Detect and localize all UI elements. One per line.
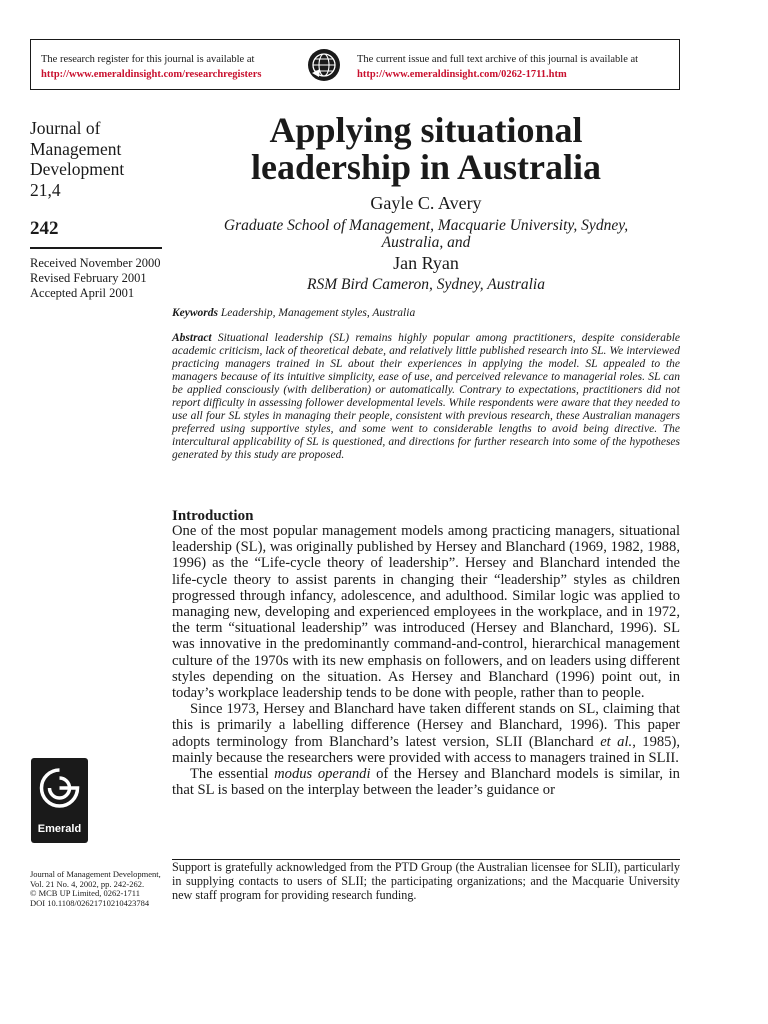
archive-text: The current issue and full text archive of this journal is available at — [357, 54, 639, 65]
page-number: 242 — [30, 218, 59, 239]
citation-doi: DOI 10.1108/02621710210423784 — [30, 897, 150, 908]
emerald-logo-label: Emerald — [37, 823, 82, 835]
register-left-text: The research register for this journal is available at — [41, 54, 255, 65]
keywords-text: Leadership, Management styles, Australia — [220, 307, 416, 319]
globe-icon — [307, 48, 341, 82]
register-box — [30, 39, 680, 90]
affiliation-line: Graduate School of Management, Macquarie University, Sydney, — [223, 217, 629, 234]
author-name: Jan Ryan — [393, 253, 459, 273]
citation-line: Vol. 21 No. 4, 2002, pp. 242-262. — [30, 878, 145, 889]
date-accepted: Accepted April 2001 — [30, 286, 135, 300]
abstract-text: Situational leadership (SL) remains highly popular among practitioners, despite considerable academic criticism, lack of theoretical debate, and relatively little published research into SL. We interviewed practicing managers trained in SL about their experiences in applying the model. SL appealed to the managers because of its intuitive simplicity, ease of use, and perceived relevance to managerial roles. SL can be applied consciously (with deliberation) or automatically. Contrary to expectations, practitioners did not report difficulty in assessing follower developmental levels. While respondents were aware that they needed to use all four SL styles in managing their people, consistent with previous research, these Australian managers preferred using supportive styles, and some went to considerable lengths to avoid being directive. The intercultural applicability of SL is questioned, and directions for further research into some of the hypotheses generated by this study are proposed. — [172, 332, 680, 461]
page-number-rule — [30, 247, 162, 249]
citation-info — [30, 870, 170, 908]
abstract-label: Abstract — [172, 332, 212, 344]
paragraph-text: , 1985), mainly because the researchers were provided with access to managers trained in SLII. — [172, 733, 680, 766]
paragraph-italic: modus operandi — [274, 766, 371, 783]
body-text — [172, 523, 680, 798]
journal-name — [30, 118, 170, 200]
register-right — [357, 52, 677, 82]
date-revised: Revised February 2001 — [30, 271, 147, 285]
title-line: leadership in Australia — [250, 147, 602, 187]
author-affiliation: RSM Bird Cameron, Sydney, Australia — [307, 276, 545, 293]
paragraph-text: of the Hersey and Blanchard models is similar, in that SL is based on the interplay between the leader’s guidance or — [172, 766, 680, 799]
paragraph — [172, 701, 680, 766]
paragraph-italic: et al. — [600, 733, 633, 750]
citation-line: © MCB UP Limited, 0262-1711 — [30, 888, 140, 898]
affiliation-line: Australia, and — [381, 234, 471, 251]
title-line: Applying situational — [269, 110, 583, 150]
footnote: Support is gratefully acknowledged from the PTD Group (the Australian licensee for SLII), particularly in supplying contacts to users of SLII; the participating organizations; and the Macquarie University new staff program for providing research funding. — [172, 860, 680, 902]
emerald-logo-icon — [31, 758, 88, 824]
keywords-label: Keywords — [172, 307, 218, 319]
citation-line: Journal of Management Development, — [30, 869, 161, 879]
register-left — [41, 52, 301, 82]
abstract — [172, 332, 680, 462]
journal-line: Journal of — [30, 118, 101, 138]
paragraph-text: Since 1973, Hersey and Blanchard have taken different stands on SL, claiming that this is primarily a labelling difference (Hersey and Blanchard, 1996). This paper adopts terminology from Blanchard’s latest version, SLII (Blanchard — [172, 701, 680, 750]
paragraph-text: The essential — [190, 766, 275, 783]
journal-line: Management — [30, 138, 122, 159]
register-link[interactable]: http://www.emeraldinsight.com/researchregisters — [41, 69, 262, 80]
author-affiliation — [172, 217, 680, 251]
paragraph: One of the most popular management models among practicing managers, situational leadership (SL), was originally published by Hersey and Blanchard (1969, 1982, 1988, 1996) as the “Life-cycle theory of leadership”. Hersey and Blanchard intended the life-cycle theory to assist parents in changing their “leadership” styles as children progressed through infancy, adolescence, and adulthood. Similar logic was applied to managing new, developing and experienced employees in the workplace, and in 1972, the term “situational leadership” was introduced (Hersey and Blanchard, 1996). SL was innovative in the predominantly command-and-control, hierarchical management culture of the 1970s with its new emphasis on followers, and on leaders using different styles depending on the situation. As Hersey and Blanchard (1996) point out, in today’s workplace leadership tends to be done with people, rather than to people. — [172, 523, 680, 702]
article-title — [172, 112, 680, 186]
archive-link[interactable]: http://www.emeraldinsight.com/0262-1711.htm — [357, 69, 567, 80]
section-heading: Introduction — [172, 508, 254, 524]
keywords — [172, 307, 680, 319]
author-name: Gayle C. Avery — [370, 193, 482, 213]
date-received: Received November 2000 — [30, 256, 161, 270]
paragraph — [172, 766, 680, 798]
journal-volume: 21,4 — [30, 179, 61, 200]
article-dates — [30, 256, 180, 301]
journal-line: Development — [30, 159, 125, 179]
